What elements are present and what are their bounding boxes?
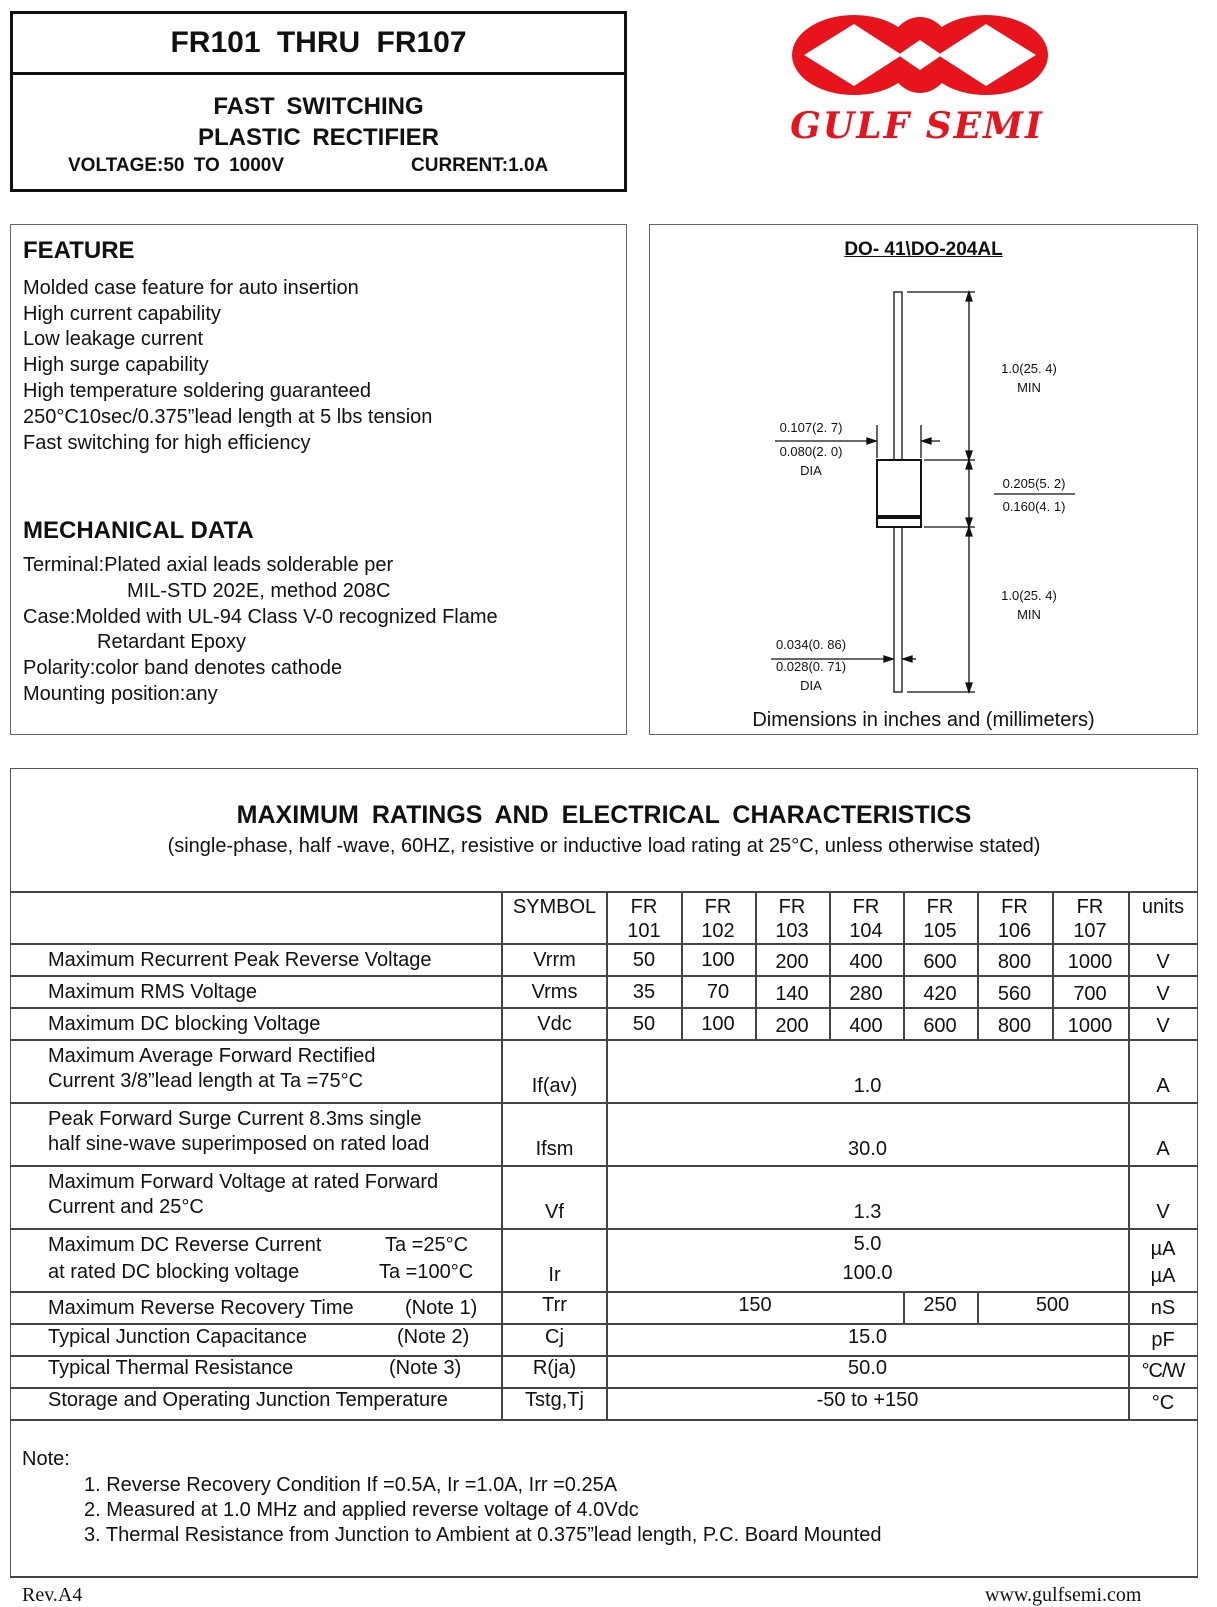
feature-item: 250°C10sec/0.375”lead length at 5 lbs tension [23, 406, 433, 428]
symbol-vrms: Vrms [531, 981, 578, 1003]
mechanical-line: Retardant Epoxy [97, 631, 246, 653]
table-divider [10, 1323, 1198, 1325]
value-cell: 600 [923, 951, 957, 973]
lead-length-top-label: 1.0(25. 4) [1001, 361, 1057, 376]
ratings-title: MAXIMUM RATINGS AND ELECTRICAL CHARACTERISTICS [236, 801, 972, 829]
package-outline-panel [649, 224, 1198, 735]
table-divider [10, 1576, 1198, 1578]
row-desc-vrms: Maximum RMS Voltage [48, 981, 257, 1003]
note-item: 1. Reverse Recovery Condition If =0.5A, Ir =1.0A, Irr =0.25A [84, 1474, 618, 1496]
mechanical-line: MIL-STD 202E, method 208C [127, 580, 391, 602]
symbol-vdc: Vdc [537, 1013, 572, 1035]
value-cell: 100 [701, 949, 735, 971]
mechanical-line: Terminal:Plated axial leads solderable per [23, 554, 394, 576]
unit-ir-25c: µA [1150, 1238, 1176, 1260]
website-link[interactable]: www.gulfsemi.com [985, 1584, 1142, 1606]
row-desc-cj: Typical Junction Capacitance [48, 1326, 308, 1348]
value-ir-25c: 5.0 [853, 1233, 882, 1255]
feature-item: High current capability [23, 303, 221, 325]
value-trr-fr105: 250 [923, 1294, 957, 1316]
part-header-fr107: FR [1076, 896, 1104, 918]
row-desc-vf-line1: Maximum Forward Voltage at rated Forward [48, 1171, 439, 1193]
device-type-line2: PLASTIC RECTIFIER [197, 124, 439, 151]
body-dia-min-label: 0.080(2. 0) [779, 444, 843, 459]
value-cell: 1000 [1067, 1015, 1113, 1037]
value-trr-fr101-104: 150 [738, 1294, 772, 1316]
table-divider [10, 975, 1198, 977]
package-title: DO- 41\DO-204AL [844, 239, 1003, 260]
body-length-max-label: 0.205(5. 2) [1002, 476, 1066, 491]
row-desc-ifav-line1: Maximum Average Forward Rectified [48, 1045, 376, 1067]
part-header-fr104-num: 104 [849, 920, 883, 942]
row-desc-vrrm: Maximum Recurrent Peak Reverse Voltage [48, 949, 432, 971]
feature-item: Molded case feature for auto insertion [23, 277, 359, 299]
table-divider [10, 1291, 1198, 1293]
value-cell: 140 [775, 983, 809, 1005]
value-rja: 50.0 [848, 1357, 887, 1379]
value-vf: 1.3 [853, 1201, 882, 1223]
row-cond-ir-100c: Ta =100°C [379, 1261, 474, 1283]
value-cj: 15.0 [848, 1326, 887, 1348]
table-divider [10, 1419, 1198, 1421]
value-cell: 800 [997, 1015, 1032, 1037]
value-cell: 400 [849, 951, 883, 973]
value-cell: 1000 [1067, 951, 1113, 973]
part-header-fr103-num: 103 [775, 920, 809, 942]
part-header-fr106: FR [1001, 896, 1028, 918]
table-divider [10, 1007, 1198, 1009]
row-desc-ifav-line2: Current 3/8”lead length at Ta =75°C [48, 1070, 364, 1092]
mechanical-line: Case:Molded with UL-94 Class V-0 recognized Flame [23, 606, 498, 628]
table-divider [10, 1165, 1198, 1167]
part-header-fr102-num: 102 [701, 920, 735, 942]
revision-label: Rev.A4 [22, 1584, 83, 1606]
symbol-cj: Cj [545, 1326, 564, 1348]
part-header-fr106-num: 106 [997, 920, 1032, 942]
feature-item: High surge capability [23, 354, 209, 376]
lead-dia-min-label: 0.028(0. 71) [775, 659, 847, 674]
part-header-fr105: FR [926, 896, 954, 918]
table-divider [10, 1039, 1198, 1041]
row-desc-vf-line2: Current and 25°C [48, 1196, 204, 1218]
unit-ifsm: A [1156, 1138, 1170, 1160]
symbol-vrrm: Vrrm [533, 949, 576, 971]
row-note-rja: (Note 3) [389, 1357, 462, 1379]
voltage-range: VOLTAGE:50 TO 1000V [68, 155, 285, 176]
value-tstg: -50 to +150 [816, 1389, 919, 1411]
row-desc-ifsm-line1: Peak Forward Surge Current 8.3ms single [48, 1108, 422, 1130]
mechanical-line: Mounting position:any [23, 683, 218, 705]
table-divider [10, 891, 1198, 893]
value-ir-100c: 100.0 [842, 1262, 893, 1284]
row-desc-trr: Maximum Reverse Recovery Time [48, 1297, 354, 1319]
value-cell: 280 [849, 983, 883, 1005]
unit-vrrm: V [1156, 951, 1170, 973]
symbol-tstg: Tstg,Tj [525, 1389, 584, 1411]
unit-trr: nS [1150, 1297, 1176, 1319]
body-length-min-label: 0.160(4. 1) [1002, 499, 1066, 514]
lead-length-top-min-label: MIN [1017, 380, 1041, 395]
notes-label: Note: [22, 1448, 70, 1470]
row-desc-ifsm-line2: half sine-wave superimposed on rated load [48, 1133, 430, 1155]
part-header-fr107-num: 107 [1073, 920, 1107, 942]
brand-name: GULF SEMI [790, 105, 1044, 147]
symbol-rja: R(ja) [532, 1357, 577, 1379]
lead-length-bottom-label: 1.0(25. 4) [1001, 588, 1057, 603]
current-rating: CURRENT:1.0A [411, 155, 549, 176]
table-divider [10, 1102, 1198, 1104]
value-cell: 70 [706, 981, 730, 1003]
feature-item: High temperature soldering guaranteed [23, 380, 371, 402]
row-desc-ir-line2: at rated DC blocking voltage [48, 1261, 300, 1283]
part-range-title: FR101 THRU FR107 [13, 14, 624, 75]
lead-length-bottom-min-label: MIN [1017, 607, 1041, 622]
feature-panel [10, 224, 627, 735]
body-dia-label: DIA [800, 463, 822, 478]
value-cell: 100 [701, 1013, 735, 1035]
body-dia-max-label: 0.107(2. 7) [779, 420, 843, 435]
unit-vdc: V [1156, 1015, 1170, 1037]
value-cell: 700 [1073, 983, 1107, 1005]
part-header-fr105-num: 105 [923, 920, 957, 942]
units-header: units [1141, 896, 1185, 918]
device-type-line1: FAST SWITCHING [213, 93, 424, 120]
unit-vrms: V [1156, 983, 1170, 1005]
dimensions-caption: Dimensions in inches and (millimeters) [752, 709, 1095, 731]
gulf-semi-logo-icon [790, 12, 1050, 112]
value-cell: 35 [632, 981, 656, 1003]
row-desc-ir-line1: Maximum DC Reverse Current [48, 1234, 322, 1256]
symbol-ifav: If(av) [531, 1075, 578, 1097]
diode-outline-drawing [650, 225, 1199, 705]
part-header-fr104: FR [852, 896, 880, 918]
table-divider [10, 1228, 1198, 1230]
value-cell: 200 [775, 1015, 809, 1037]
row-desc-tstg: Storage and Operating Junction Temperature [48, 1389, 448, 1411]
feature-item: Fast switching for high efficiency [23, 432, 311, 454]
feature-item: Low leakage current [23, 328, 204, 350]
mechanical-line: Polarity:color band denotes cathode [23, 657, 343, 679]
row-desc-vdc: Maximum DC blocking Voltage [48, 1013, 321, 1035]
unit-rja: °C/W [1141, 1360, 1185, 1382]
symbol-vf: Vf [545, 1201, 564, 1223]
unit-ifav: A [1156, 1075, 1170, 1097]
note-item: 2. Measured at 1.0 MHz and applied reverse voltage of 4.0Vdc [84, 1499, 639, 1521]
value-cell: 200 [775, 951, 809, 973]
symbol-ir: Ir [548, 1264, 561, 1286]
row-note-cj: (Note 2) [397, 1326, 470, 1348]
value-trr-fr106-107: 500 [1035, 1294, 1070, 1316]
row-note-trr: (Note 1) [405, 1297, 478, 1319]
feature-title: FEATURE [23, 237, 135, 264]
part-header-fr101: FR [630, 896, 658, 918]
symbol-trr: Trr [542, 1294, 567, 1316]
part-header-fr102: FR [704, 896, 732, 918]
value-cell: 50 [632, 949, 656, 971]
lead-dia-max-label: 0.034(0. 86) [775, 637, 847, 652]
row-desc-rja: Typical Thermal Resistance [48, 1357, 294, 1379]
symbol-header: SYMBOL [512, 896, 597, 918]
title-box [10, 11, 627, 192]
table-divider [10, 943, 1198, 945]
mechanical-title: MECHANICAL DATA [23, 517, 254, 544]
note-item: 3. Thermal Resistance from Junction to Ambient at 0.375”lead length, P.C. Board Mounted [84, 1524, 882, 1546]
lead-dia-label: DIA [800, 678, 822, 693]
value-cell: 600 [923, 1015, 957, 1037]
part-header-fr101-num: 101 [627, 920, 661, 942]
gulf-semi-logo [790, 12, 1050, 152]
unit-cj: pF [1151, 1329, 1175, 1351]
value-cell: 420 [923, 983, 957, 1005]
unit-vf: V [1156, 1201, 1170, 1223]
value-cell: 50 [632, 1013, 656, 1035]
value-ifsm: 30.0 [848, 1138, 887, 1160]
value-cell: 560 [997, 983, 1032, 1005]
symbol-ifsm: Ifsm [535, 1138, 574, 1160]
unit-ir-100c: µA [1150, 1265, 1176, 1287]
row-cond-ir-25c: Ta =25°C [385, 1234, 469, 1256]
part-header-fr103: FR [778, 896, 806, 918]
value-cell: 800 [997, 951, 1032, 973]
unit-tstg: °C [1151, 1392, 1175, 1414]
ratings-conditions: (single-phase, half -wave, 60HZ, resistive or inductive load rating at 25°C, unless otherwise stated) [167, 835, 1041, 857]
value-cell: 400 [849, 1015, 883, 1037]
value-ifav: 1.0 [853, 1075, 882, 1097]
